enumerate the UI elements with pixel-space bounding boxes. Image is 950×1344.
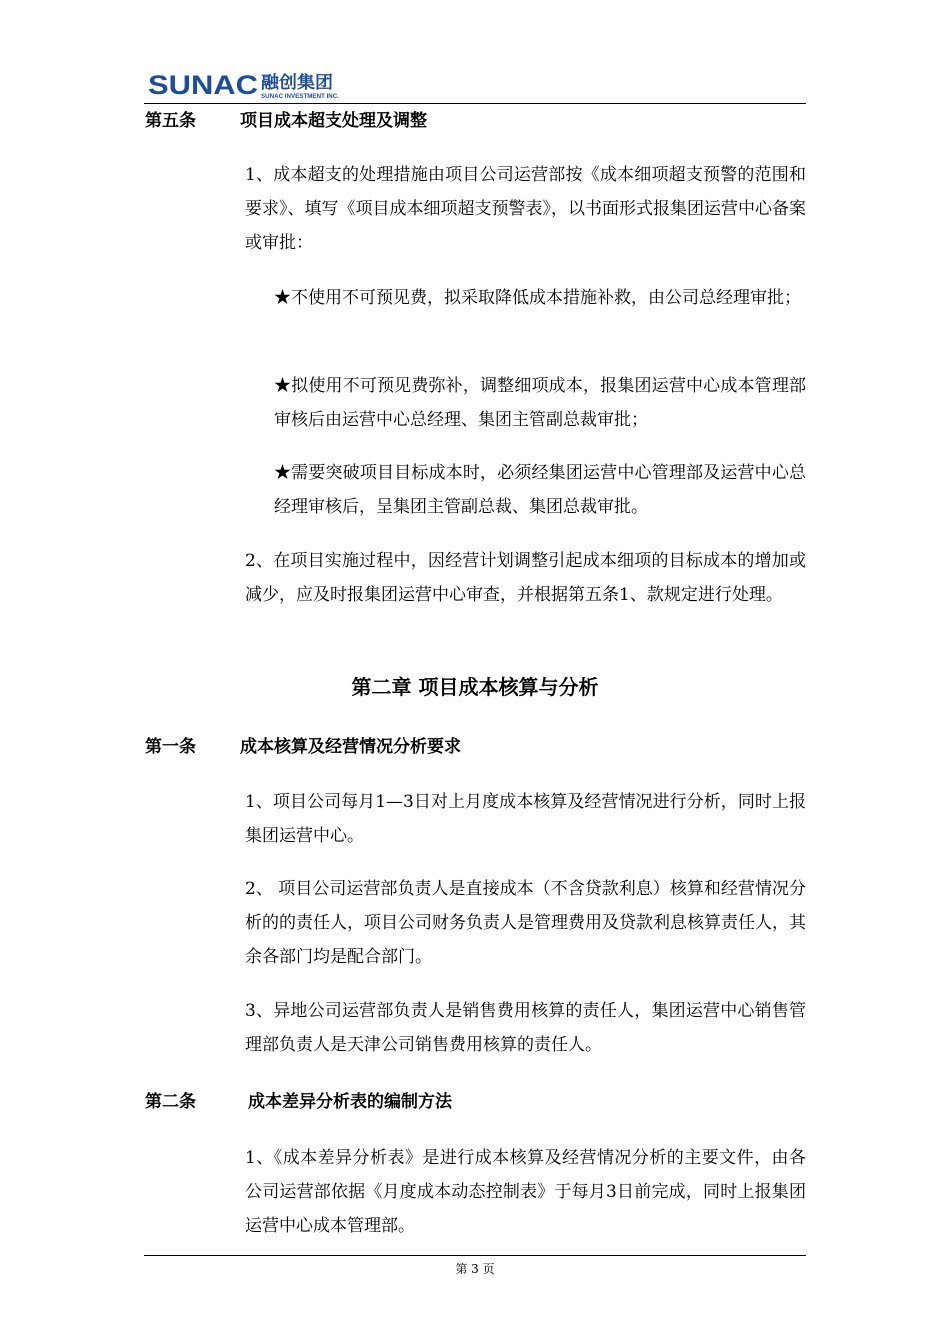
article-5-star-item-1: ★不使用不可预见费，拟采取降低成本措施补救，由公司总经理审批； (274, 288, 801, 308)
logo-english-name: SUNAC INVESTMENT INC. (261, 94, 340, 100)
chapter-2-title: 第二章 项目成本核算与分析 (351, 675, 599, 699)
chapter-2-article-1-paragraph-1: 1、项目公司每月1—3日对上月度成本核算及经营情况进行分析，同时上报集团运营中心。 (245, 792, 806, 846)
article-5-paragraph-2: 2、在项目实施过程中，因经营计划调整引起成本细项的目标成本的增加或减少，应及时报集团运营中心审查，并根据第五条1、款规定进行处理。 (245, 551, 806, 605)
article-5-paragraph-1: 1、成本超支的处理措施由项目公司运营部按《成本细项超支预警的范围和要求》、填写《项目成本细项超支预警表》，以书面形式报集团运营中心备案或审批： (245, 165, 806, 253)
company-logo (148, 68, 343, 102)
chapter-2-article-2-label: 第二条 (145, 1092, 196, 1112)
logo-chinese-name: 融创集团 (261, 73, 329, 93)
chapter-2-article-1-paragraph-2: 2、 项目公司运营部负责人是直接成本（不含贷款利息）核算和经营情况分析的的责任人，项目公司财务负责人是管理费用及贷款利息核算责任人，其余各部门均是配合部门。 (245, 879, 806, 967)
logo-brand-text: SUNAC (148, 70, 258, 100)
page-number: 第 3 页 (455, 1262, 495, 1276)
header-rule (144, 103, 806, 104)
chapter-2-article-2-title: 成本差异分析表的编制方法 (248, 1092, 452, 1112)
chapter-2-article-1-paragraph-3: 3、异地公司运营部负责人是销售费用核算的责任人，集团运营中心销售管理部负责人是天津公司销售费用核算的责任人。 (245, 1001, 806, 1055)
footer-rule (144, 1255, 806, 1256)
article-5-star-item-3: ★需要突破项目目标成本时，必须经集团运营中心管理部及运营中心总经理审核后，呈集团主管副总裁、集团总裁审批。 (274, 463, 806, 517)
chapter-2-article-1-label: 第一条 (145, 737, 196, 757)
article-5-star-item-2: ★拟使用不可预见费弥补，调整细项成本，报集团运营中心成本管理部审核后由运营中心总经理、集团主管副总裁审批； (274, 376, 806, 430)
chapter-2-article-2-paragraph-1: 1、《成本差异分析表》是进行成本核算及经营情况分析的主要文件，由各公司运营部依据《月度成本动态控制表》于每月3日前完成，同时上报集团运营中心成本管理部。 (245, 1148, 806, 1236)
article-5-label: 第五条 (145, 111, 196, 131)
chapter-2-article-1-title: 成本核算及经营情况分析要求 (240, 737, 461, 757)
article-5-title: 项目成本超支处理及调整 (240, 111, 427, 131)
